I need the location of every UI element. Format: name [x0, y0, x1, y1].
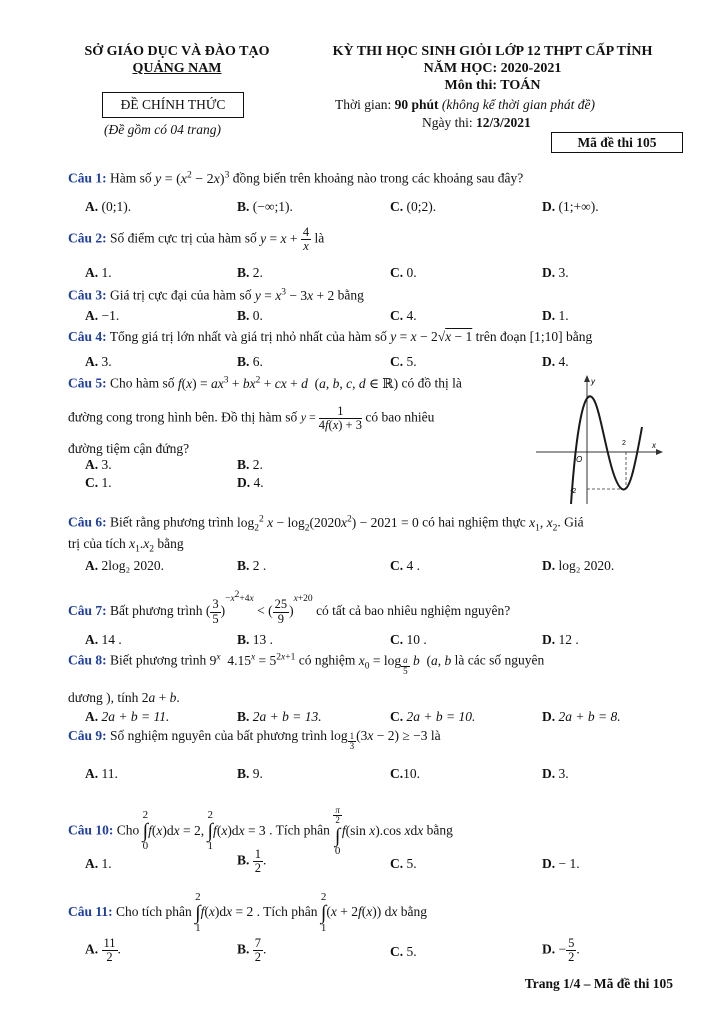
y-axis-arrow — [584, 375, 590, 382]
origin-label: O — [576, 455, 583, 464]
pages-note: (Đề gồm có 04 trang) — [104, 122, 221, 137]
question-text: có tất cả bao nhiêu nghiệm nguyên? — [316, 603, 511, 619]
question-8 — [68, 652, 544, 676]
question-text: dương ), tính — [68, 690, 139, 705]
question-text: . Tích phân — [269, 822, 330, 838]
formula: y = x + $\frac{4}{x}$ — [260, 225, 310, 254]
page-footer: Trang 1/4 – Mã đề thi 105 — [524, 976, 673, 991]
exam-title: KỲ THI HỌC SINH GIỎI LỚP 12 THPT CẤP TỈNH — [332, 44, 653, 59]
question-text: là — [314, 230, 325, 246]
date-line — [422, 115, 531, 131]
question-label: Câu 5: — [68, 375, 107, 391]
option-a[interactable]: A. 14 . — [85, 632, 122, 647]
option-b[interactable]: B. 2a + b = 13. — [237, 709, 322, 724]
option-c[interactable]: C. 5. — [390, 944, 417, 959]
question-label: Câu 2: — [68, 230, 107, 246]
option-d[interactable]: D. − $\frac{5}{2}$ . — [542, 936, 580, 965]
question-label: Câu 8: — [68, 652, 107, 668]
question-text: trị của tích — [68, 536, 126, 551]
question-text: Giá trị cực đại của hàm số — [110, 287, 252, 303]
axis-label-x: x — [652, 441, 656, 450]
question-2 — [68, 226, 324, 253]
question-3 — [68, 287, 364, 304]
option-d[interactable]: D. 2a + b = 8. — [542, 709, 621, 724]
option-a[interactable]: A. 1. — [85, 265, 112, 280]
option-b[interactable]: B. 2. — [237, 265, 263, 280]
option-c[interactable]: C. 4. — [390, 308, 417, 323]
question-1 — [68, 170, 523, 188]
option-b[interactable]: B. (−∞;1). — [237, 199, 293, 214]
question-text: đường cong trong hình bên. Đồ thị hàm số — [68, 409, 298, 425]
option-a[interactable]: A. 1. — [85, 856, 112, 871]
question-text: Cho hàm số — [110, 375, 175, 391]
formula: [1;10] — [529, 329, 563, 344]
question-text: là các số nguyên — [454, 652, 545, 668]
option-c[interactable]: C. 4 . — [390, 558, 420, 573]
province-name: QUẢNG NAM — [132, 61, 222, 76]
question-text: bằng — [337, 287, 364, 303]
question-label: Câu 3: — [68, 287, 107, 303]
formula: 2 ∫ 1(x + 2f(x)) dx — [320, 891, 398, 934]
time-value: 90 phút — [394, 97, 439, 112]
option-d[interactable]: D. log₂ 2020. — [542, 558, 615, 573]
formula: 2 ∫ 0f(x)dx = 2, 2 ∫ 1f(x)dx = 3 — [142, 809, 270, 853]
question-text: Số điểm cực trị của hàm số — [110, 230, 257, 246]
option-c[interactable]: C. 10 . — [390, 632, 427, 647]
option-a[interactable]: A. 2log₂ 2020. — [85, 558, 164, 573]
option-a[interactable]: A. 11. — [85, 766, 118, 781]
option-a[interactable]: A. (0;1). — [85, 199, 132, 214]
question-6-line2 — [68, 536, 184, 555]
question-label: Câu 7: — [68, 603, 107, 619]
question-text: . Tích phân — [256, 904, 318, 920]
formula: 9$^x$ $4.15^x = 5^{2x+1}$ — [209, 652, 296, 668]
exam-code-box — [551, 132, 683, 153]
question-text: đường tiệm cận đứng? — [68, 441, 190, 456]
formula: log $_{\frac{1}{3}}$ (3x − 2) ≥ −3 — [330, 728, 428, 752]
date-label: Ngày thi: — [422, 115, 476, 130]
option-d[interactable]: D. (1;+∞). — [542, 199, 599, 214]
question-8-line2 — [68, 690, 180, 706]
question-text: có bao nhiêu — [365, 409, 435, 425]
option-b[interactable]: B. $\frac{1}{2}$ . — [237, 847, 267, 876]
question-6 — [68, 514, 584, 533]
option-c[interactable]: C. 1. — [85, 475, 112, 490]
time-line — [335, 97, 595, 113]
formula: 2 ∫ 1f(x)dx = 2 — [195, 891, 257, 934]
formula: $x_0 = \log$ $_{\frac{a}{5}}$ b (a, b — [358, 652, 452, 676]
question-text: trên đoạn — [475, 329, 527, 344]
option-b[interactable]: B. 6. — [237, 354, 263, 369]
formula: ( $\frac{3}{5}$ )$^{-x^2+4x}$ < ( $\frac{25}{9}$ )$^{x+20}$ — [205, 590, 313, 626]
option-d[interactable]: D. 4. — [542, 354, 569, 369]
question-text: . Giá — [557, 514, 584, 530]
question-text: Bất phương trình — [110, 603, 203, 619]
formula: $\log_2^2 x - \log_2(2020x^2) - 2021 = 0$ — [236, 514, 419, 534]
question-text: có đồ thị là — [401, 375, 462, 391]
option-c[interactable]: C. 2a + b = 10. — [390, 709, 476, 724]
question-text: bằng — [400, 904, 428, 920]
option-a[interactable]: A. −1. — [85, 308, 120, 323]
question-label: Câu 4: — [68, 329, 107, 344]
option-d[interactable]: D. 1. — [542, 308, 569, 323]
x-axis-arrow — [656, 449, 663, 455]
question-text: đồng biến trên khoảng nào trong các khoảng sau đây? — [232, 170, 524, 186]
option-a[interactable]: A. 3. — [85, 457, 112, 472]
question-label: Câu 11: — [68, 904, 113, 920]
formula: 2a + b. — [141, 690, 180, 705]
question-9 — [68, 728, 441, 752]
axis-label-y: y — [591, 377, 595, 386]
time-note: (không kể thời gian phát đề) — [438, 97, 595, 112]
question-text: Cho tích phân — [116, 904, 192, 920]
option-c[interactable]: C. 5. — [390, 856, 417, 871]
formula: $x_1.x_2$ — [129, 536, 154, 555]
question-text: là — [430, 728, 441, 743]
tick-label-y: -2 — [570, 488, 577, 495]
option-b[interactable]: B. 13 . — [237, 632, 274, 647]
option-b[interactable]: B. 9. — [237, 766, 263, 781]
question-text: Hàm số — [110, 170, 152, 186]
question-5-line3 — [68, 441, 189, 457]
exam-code: Mã đề thi 105 — [577, 135, 657, 150]
question-text: Cho — [116, 822, 140, 838]
question-5-line2 — [68, 405, 434, 432]
date-value: 12/3/2021 — [476, 115, 531, 130]
question-text: bằng — [157, 536, 184, 551]
option-a[interactable]: A. 2a + b = 11. — [85, 709, 170, 724]
school-year: NĂM HỌC: 2020-2021 — [423, 61, 562, 76]
question-text: Số nghiệm nguyên của bất phương trình — [110, 728, 327, 743]
question-text: bằng — [566, 329, 593, 344]
question-4 — [68, 329, 592, 345]
formula: $x_1$, $x_2$ — [529, 514, 558, 534]
cubic-graph — [534, 372, 664, 507]
cubic-curve — [571, 396, 642, 504]
option-d[interactable]: D. − 1. — [542, 856, 580, 871]
formula: $\frac{\pi}{2}$ ∫ 0f(sin x).cos xdx — [334, 805, 424, 857]
formula: y = $\frac{1}{4f(x) + 3}$ — [300, 404, 362, 433]
question-text: Biết phương trình — [110, 652, 207, 668]
formula: $y = x^3 - 3x + 2$ — [254, 287, 335, 303]
option-c[interactable]: C. (0;2). — [390, 199, 437, 214]
question-11 — [68, 892, 427, 934]
option-c[interactable]: C. 0. — [390, 265, 417, 280]
option-b[interactable]: B. 2. — [237, 457, 263, 472]
question-7 — [68, 590, 510, 626]
option-b[interactable]: B. 0. — [237, 308, 263, 323]
option-b[interactable]: B. $\frac{7}{2}$ . — [237, 936, 267, 965]
question-text: có hai nghiệm thực — [422, 514, 526, 530]
question-label: Câu 6: — [68, 514, 107, 530]
formula: $y = (x^2 - 2x)^3$ — [155, 170, 230, 187]
official-box — [102, 92, 244, 118]
question-text: có nghiệm — [298, 652, 356, 668]
option-d[interactable]: D. 4. — [237, 475, 264, 490]
question-label: Câu 1: — [68, 170, 107, 186]
dept-name: SỞ GIÁO DỤC VÀ ĐÀO TẠO — [84, 44, 270, 59]
option-b[interactable]: B. 2 . — [237, 558, 267, 573]
tick-label-x: 2 — [622, 440, 626, 447]
formula: $f(x) = ax^3 + bx^2$ + cx + d (a, b, c, d ∈ ℝ) — [177, 375, 399, 391]
subject: Môn thi: TOÁN — [444, 78, 541, 93]
option-c[interactable]: C.10. — [390, 766, 420, 781]
question-text: Tổng giá trị lớn nhất và giá trị nhỏ nhất của hàm số — [109, 329, 387, 344]
option-d[interactable]: D. 3. — [542, 265, 569, 280]
official-box-label: ĐỀ CHÍNH THỨC — [120, 97, 226, 112]
question-text: bằng — [426, 822, 453, 838]
question-text: Biết rằng phương trình — [110, 514, 234, 530]
question-5 — [68, 375, 462, 392]
option-d[interactable]: D. 3. — [542, 766, 569, 781]
option-a[interactable]: A. $\frac{11}{2}$ . — [85, 936, 121, 965]
option-a[interactable]: A. 3. — [85, 354, 112, 369]
formula: y = x − 2√x − 1 — [390, 329, 473, 344]
option-d[interactable]: D. 12 . — [542, 632, 579, 647]
question-label: Câu 10: — [68, 822, 114, 838]
question-label: Câu 9: — [68, 728, 107, 743]
time-label: Thời gian: — [335, 97, 395, 112]
option-c[interactable]: C. 5. — [390, 354, 417, 369]
